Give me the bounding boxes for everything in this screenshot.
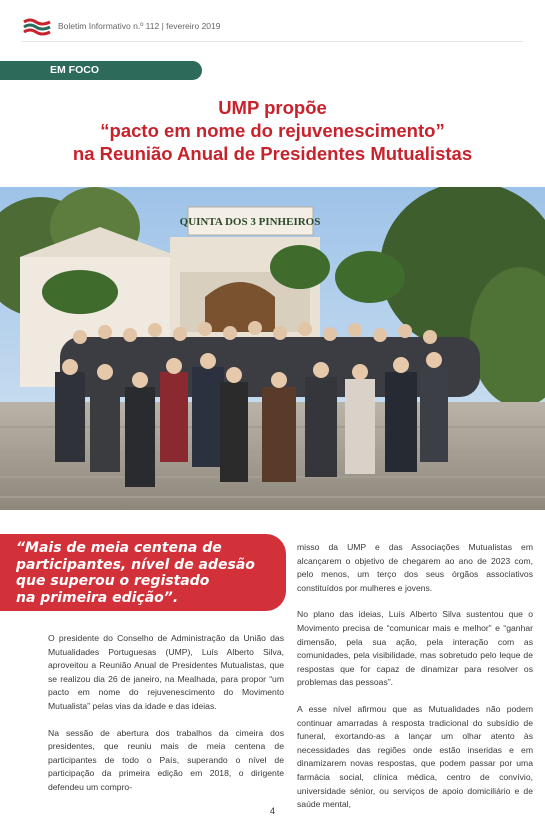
article-column-2 [297, 541, 533, 825]
header-divider [22, 41, 523, 42]
ump-logo-icon [22, 16, 52, 36]
pull-quote-line-4: na primeira edição”. [16, 589, 179, 606]
section-label: EM FOCO [0, 61, 202, 80]
column1-paragraph-2: Na sessão de abertura dos trabalhos da cimeira dos presidentes, que reuniu mais de meia centena de participantes de todo o País, superando o nível de participação da primeira edição em 2018, o dirigente defendeu um compro- [48, 727, 284, 792]
pull-quote-line-1: “Mais de meia centena de [16, 540, 222, 556]
column2-paragraph-1: misso da UMP e das Associações Mutualistas em alcançarem o objetivo de chegarem ao ano de 2023 com, pelo menos, um terço dos seus órgãos associativos constituídos por mulheres e jovens. [297, 542, 533, 593]
column1-paragraph-1: O presidente do Conselho de Administração da União das Mutualidades Portuguesas (UMP), Luís Alberto Silva, aproveitou a Reunião Anual de Presidentes Mutualistas, que se realizou dia 26 de janeiro, na Mealhada, para propor “um pacto em nome do rejuvenescimento do Movimento Mutualista” pelas vias da idade e das ideias. [48, 633, 284, 711]
quinta-sign: QUINTA DOS 3 PINHEIROS [179, 216, 321, 228]
column2-paragraph-3: A esse nível afirmou que as Mutualidades não podem continuar amarradas à resposta tradicional do subsídio de funeral, exortando-as a lançar um olhar atento às necessidades das regiões onde estão inseridas e em dinamizarem novas respostas, que podem passar por uma farmácia social, clínica médica, centro de convívio, universidade sénior, ou serviços de apoio domiciliário e de saúde mental, [297, 703, 533, 810]
headline [22, 96, 523, 165]
bulletin-info: Boletim Informativo n.º 112 | fevereiro 2019 [58, 21, 221, 31]
group-photo [0, 187, 545, 510]
column2-paragraph-2: No plano das ideias, Luís Alberto Silva sustentou que o Movimento precisa de “comunicar mais e melhor” e “ganhar dimensão, pela sua ação, pela interação com as comunidades, pela visibilidade, mas sobretudo pelo leque de respostas que for capaz de dinamizar para resolver os problemas das pessoas”. [297, 609, 533, 688]
pull-quote-line-3: que superou o registado [16, 573, 210, 589]
page-header [22, 14, 221, 38]
headline-line-2: “pacto em nome do rejuvenescimento” [100, 120, 445, 141]
page-number: 4 [269, 806, 275, 816]
headline-line-1: UMP propõe [218, 97, 327, 118]
article-column-1 [48, 632, 284, 808]
headline-line-3: na Reunião Anual de Presidentes Mutualistas [72, 143, 473, 164]
pull-quote [0, 534, 286, 611]
pull-quote-line-2: participantes, nível de adesão [16, 556, 255, 573]
